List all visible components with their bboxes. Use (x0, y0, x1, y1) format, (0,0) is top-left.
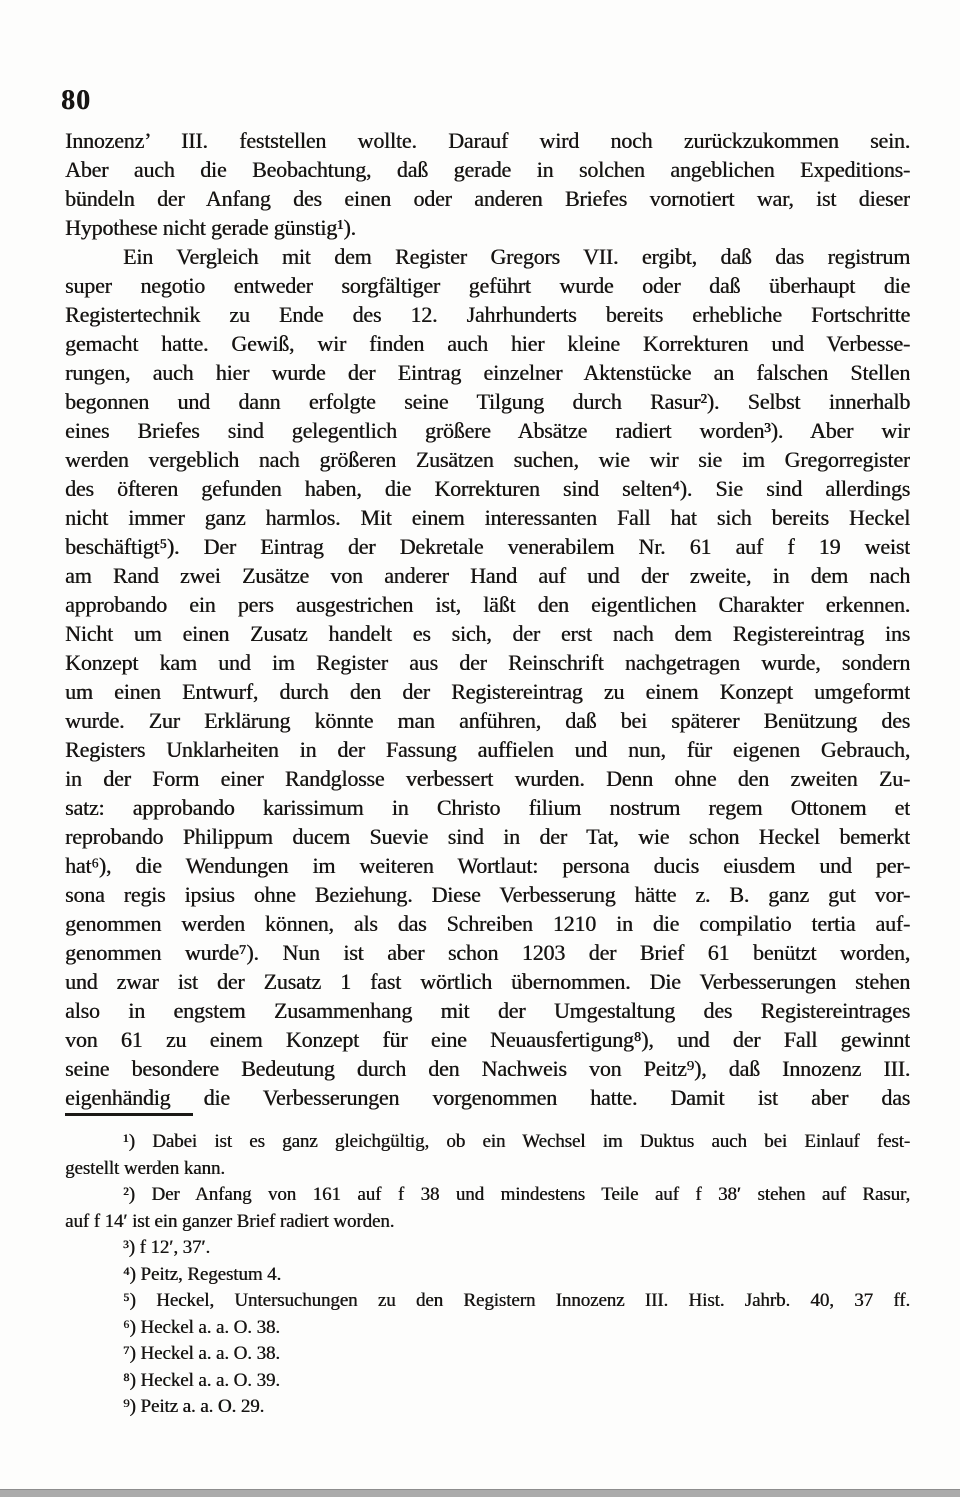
footnote-line: auf f 14′ ist ein ganzer Brief radiert worden. (65, 1210, 395, 1232)
body-text-line: genommen werden können, als das Schreiben 1210 in die compilatio tertia auf- (65, 911, 910, 936)
body-text-line: rungen, auch hier wurde der Eintrag einzelner Aktenstücke an falschen Stellen (65, 360, 910, 385)
footnote-line: ³) f 12′, 37′. (123, 1237, 211, 1258)
body-text-line: satz: approbando karissimum in Christo filium nostrum regem Ottonem et (65, 795, 910, 820)
body-text-line: Registertechnik zu Ende des 12. Jahrhunderts bereits erhebliche Fortschritte (65, 302, 910, 327)
body-text-line: nicht immer ganz harmlos. Mit einem interessanten Fall hat sich bereits Heckel (65, 505, 910, 530)
body-text-line: reprobando Philippum ducem Suevie sind in der Tat, wie schon Heckel bemerkt (65, 824, 910, 849)
body-text-line: Nicht um einen Zusatz handelt es sich, der erst nach dem Registereintrag ins (65, 621, 910, 646)
scan-edge-artifact (0, 1489, 960, 1497)
body-text-line: in der Form einer Randglosse verbessert wurden. Denn ohne den zweiten Zu- (65, 766, 910, 791)
body-text-line: Innozenz’ III. feststellen wollte. Darauf wird noch zurückzukommen sein. (65, 128, 910, 153)
footnotes-block (65, 1129, 910, 1421)
body-text-line: wurde. Zur Erklärung könnte man anführen, daß bei späterer Benützung des (65, 708, 910, 733)
body-text-line: sona regis ipsius ohne Beziehung. Diese Verbesserung hätte z. B. ganz gut vor- (65, 882, 910, 907)
body-text-line: also in engstem Zusammenhang mit der Umgestaltung des Registereintrages (65, 998, 910, 1023)
body-text-line: des öfteren gefunden haben, die Korrekturen sind selten⁴). Sie sind allerdings (65, 476, 910, 501)
body-text-line: Ein Vergleich mit dem Register Gregors VII. ergibt, daß das registrum (123, 244, 910, 269)
body-text-line: genommen wurde⁷). Nun ist aber schon 1203 der Brief 61 benützt worden, (65, 940, 910, 965)
body-text-line: Konzept kam und im Register aus der Reinschrift nachgetragen wurde, sondern (65, 650, 910, 675)
footnote-line: gestellt werden kann. (65, 1157, 225, 1179)
body-text-line: beschäftigt⁵). Der Eintrag der Dekretale venerabilem Nr. 61 auf f 19 weist (65, 534, 910, 559)
body-text-line: um einen Entwurf, durch den der Registereintrag zu einem Konzept umgeformt (65, 679, 910, 704)
body-text-line: eigenhändig die Verbesserungen vorgenommen hatte. Damit ist aber das (65, 1085, 910, 1110)
footnote-line: ⁴) Peitz, Regestum 4. (123, 1263, 282, 1285)
footnote-line: ⁹) Peitz a. a. O. 29. (123, 1396, 265, 1417)
page-number: 80 (61, 85, 91, 116)
body-text-line: von 61 zu einem Konzept für eine Neuausfertigung⁸), und der Fall gewinnt (65, 1027, 910, 1052)
body-text-line: und zwar ist der Zusatz 1 fast wörtlich übernommen. Die Verbesserungen stehen (65, 969, 910, 994)
body-text-line: Hypothese nicht gerade günstig¹). (65, 215, 356, 240)
body-text-line: werden vergeblich nach größeren Zusätzen suchen, wie wir sie im Gregorregister (65, 447, 910, 472)
footnote-line: ²) Der Anfang von 161 auf f 38 und mindestens Teile auf f 38′ stehen auf Rasur, (123, 1184, 910, 1205)
body-text-line: hat⁶), die Wendungen im weiteren Wortlaut: persona ducis eiusdem und per- (65, 853, 910, 878)
footnote-line: ⁸) Heckel a. a. O. 39. (123, 1369, 280, 1391)
body-text-line: am Rand zwei Zusätze von anderer Hand auf und der zweite, in dem nach (65, 563, 910, 588)
body-text-line: begonnen und dann erfolgte seine Tilgung durch Rasur²). Selbst innerhalb (65, 389, 910, 414)
body-text-line: seine besondere Bedeutung durch den Nachweis von Peitz⁹), daß Innozenz III. (65, 1056, 910, 1081)
body-text-line: bündeln der Anfang des einen oder anderen Briefes vornotiert war, ist dieser (65, 186, 910, 211)
footnote-line: ¹) Dabei ist es ganz gleichgültig, ob ein Wechsel im Duktus auch bei Einlauf fest- (123, 1131, 910, 1152)
body-text-line: eines Briefes sind gelegentlich größere Absätze radiert worden³). Aber wir (65, 418, 910, 443)
footnote-line: ⁷) Heckel a. a. O. 38. (123, 1343, 280, 1364)
body-text-block (65, 126, 910, 1112)
body-text-line: Aber auch die Beobachtung, daß gerade in solchen angeblichen Expeditions- (65, 157, 910, 182)
body-text-line: super negotio entweder sorgfältiger geführt wurde oder daß überhaupt die (65, 273, 910, 298)
body-text-line: gemacht hatte. Gewiß, wir finden auch hier kleine Korrekturen und Verbesse- (65, 331, 910, 356)
footnote-line: ⁶) Heckel a. a. O. 38. (123, 1316, 280, 1338)
footnote-line: ⁵) Heckel, Untersuchungen zu den Registern Innozenz III. Hist. Jahrb. 40, 37 ff. (123, 1290, 910, 1311)
footnote-separator (65, 1113, 193, 1116)
body-text-line: Registers Unklarheiten in der Fassung auffielen und nun, für eigenen Gebrauch, (65, 737, 910, 762)
body-text-line: approbando ein pers ausgestrichen ist, läßt den eigentlichen Charakter erkennen. (65, 592, 910, 617)
